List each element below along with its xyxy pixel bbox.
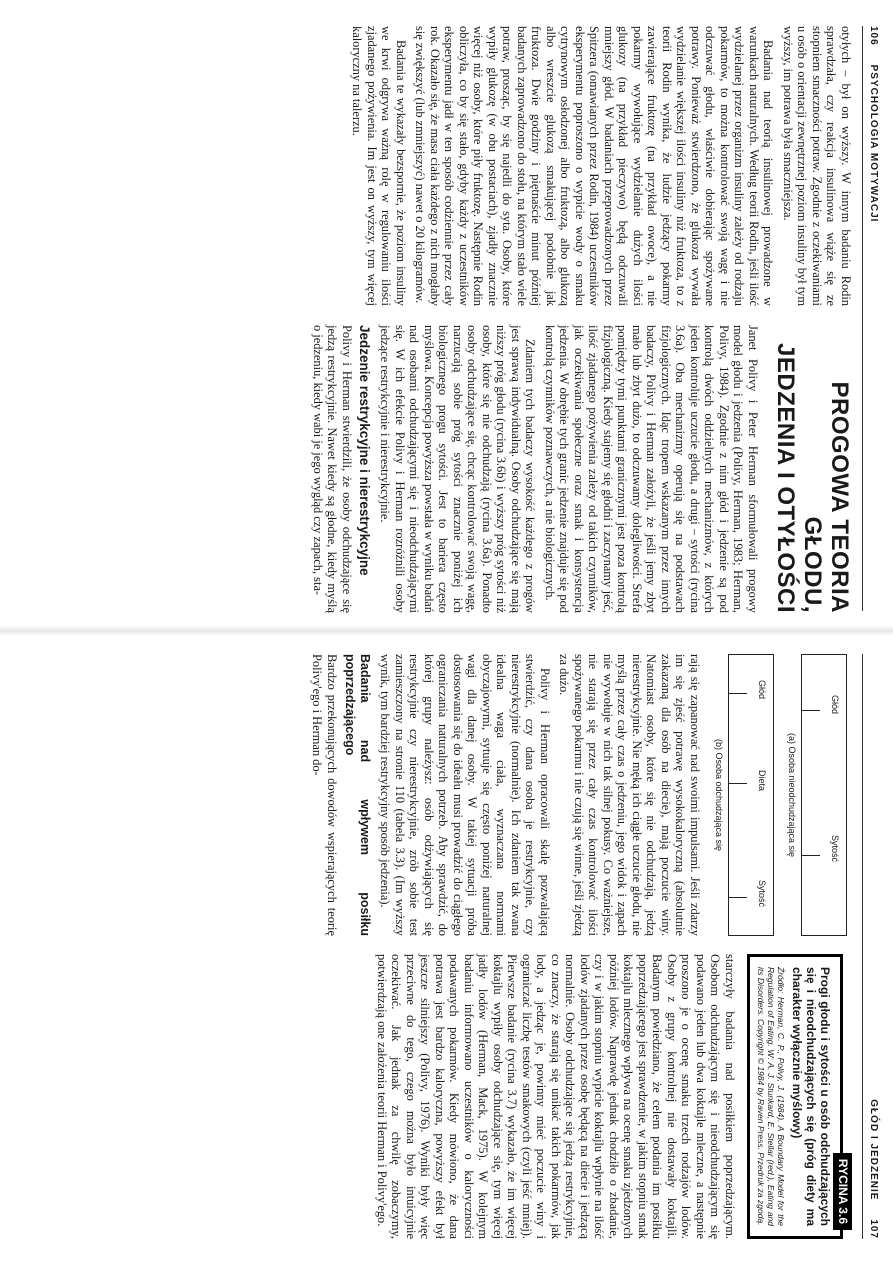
figure-number-tag: RYCINA 3.6 [834,1153,853,1230]
figure-caption-source: Źródło: Herman, C. P., Polivy, J. (1984). A Boundary Model for the Regulation of Eating. W: A. J. Stunkard, E. Stellar (red.), Eating and its Disorders. Copyright © 1984 by Raven Press. Przedruk za zgodą. [756,967,786,1226]
section-title [772,325,853,613]
left-header-rule [862,26,863,611]
right-running-title: GŁÓD I JEDZENIE [868,1099,879,1201]
paragraph: rają się zapanować nad swoimi impulsami. Jeśli zdarzy im się zjeść potrawę wysokokaloryczną (absolutnie zakazaną dla osób na diecie), mają poczucie winy. Natomiast osoby, które się nie odchudzają, jedzą nierestrykcyjnie. Nie męką ich ciągłe uczucie głodu, nie myślą przez cały czas o jedzeniu, jego widok i zapach nie wywołuje w nich tak silnej pokusy. Co ważniejsze, nie starają się przez cały czas kontrolować ilości spożywanego pokarmu i nie czują się winne, jeśli zjedzą za dużo. [557,654,702,936]
paragraph: Zdaniem tych badaczy wysokość każdego z progów jest sprawą indywidualną. Osoby odchudzające się mają niższy próg głodu (rycina 3.6b) i wyższy próg sytości niż osoby, które się nie odchudzają (rycina 3.6a). Ponadto osoby odchudzające się, chcąc kontrolować swoją wagę, narzucają sobie próg sytości znacznie poniżej ich biologicznego progu sytości. Jest to bariera często myślowa. Koncepcja powyższa powstała w wyniku badań nad osobami odchudzającymi się i nieodchudzającymi się. W ich efekcie Polivy i Herman rozróżnili osoby jedzące restrykcyjnie i nierestrykcyjnie. [378,325,538,614]
figure-a-tick [802,855,820,856]
left-column-2 [306,325,854,613]
paragraph: Polivy i Herman stwierdzili, że osoby odchudzające się jedzą restrykcyjnie. Nawet kiedy są głodne, kiedy myślą o jedzeniu, kiedy wabi je jego wygląd czy zapach, sta- [311,325,354,613]
paragraph: Janet Polivy i Peter Herman sformułowali progowy model głodu i jedzenia (Polivy, Herman, 1983; Herman, Polivy, 1984). Zgodnie z nim głód i jedzenie są pod kontrolą dwóch oddzielnych mechanizmów, z których jeden kontroluje uczucie głodu, a drugi – sytości (rycina 3.6a). Oba mechanizmy operują się na podstawach fizjologicznych. Idąc tropem wskazanym przez innych badaczy, Polivy i Herman założyli, że jeśli jemy zbyt mało lub zbyt dużo, to odczuwamy dolegliwości. Strefa pomiędzy tymi punktami granicznymi jest poza kontrolą fizjologiczną. Kiedy stajemy się głodni i zaczynamy jeść, ilość zjadanego pożywienia zależy od takich czynników, jak oczekiwania społeczne oraz smak i konsystencja jedzenia. W obrębie tych granic jedzenie znajduje się pod kontrolą czynników poznawczych, a nie biologicznych. [543,325,760,613]
left-running-title: PSYCHOLOGIA MOTYWACJI [868,64,879,223]
figure-b-tick [730,897,748,898]
left-column-1 [345,26,853,306]
figure-a-label-hunger: Głód [830,695,840,715]
right-page-number: 107 [868,1219,879,1239]
section-title-line-1: PROGOWA TEORIA GŁODU, [799,381,853,613]
right-column-2 [370,954,850,1239]
right-page [0,632,893,1263]
paragraph: otyłych – był on wyższy. W innym badaniu Rodin sprawdzała, czy reakcja insulinowa wiąże się ze stopniem smaczności potraw. Zgodnie z oczekiwaniami u osób o orientacji zewnętrznej poziom insuliny był tym wyższy, im potrawa była smaczniejsza. [781,26,853,306]
right-header-rule [862,654,863,1239]
paragraph: Badania nad teorią insulinowej prowadzone w warunkach naturalnych. Według teorii Rodin, jeśli ilość wydzielanej przez organizm insuliny zależy od rodzaju pokarmów, to można kontrolować swoją wagę i nie odczuwać głodu, właściwie dobierając spożywane potrawy. Ponieważ stwierdzono, że glukoza wywała wydzielanie większej ilości insuliny niż fruktoza, to z teorii Rodin wynika, że ludzie jedzący pokarmy zawierające fruktozę (na przykład owoce), a nie pokarmy wywołujące wydzielanie dużych ilości glukozy (na przykład pieczywo) będą odczuwali mniejszy głód. W badaniach przeprowadzonych przez Spitzera (omawianych przez Rodin, 1984) uczestników eksperymentu poproszono o wypicie wody o smaku cytrynowym osłodzonej albo fruktozą, albo glukozą albo wreszcie glukozą smakującej podobnie jak fruktoza. Dwie godziny i piętnaście minut później badanych zaprowadzono do stołu, na którym stało wiele potraw, prosząc, by się najedli do syta. Osoby, które wypiły glukozę (w obu postaciach), zjadły znacznie więcej niż osoby, które piły fruktozę. Następnie Rodin obliczyła, co by się stało, gdyby każdy z uczestników eksperymentu jadł w ten sposób codziennie przez cały rok. Okazało się, że masa ciała każdego z nich mogłaby się zwiększyć (lub zmniejszyć) nawet o 20 kilogramów. [413,26,776,306]
left-running-head [868,26,879,222]
figure-b-label-hunger: Głód [757,680,768,700]
figure-a-tick [802,710,820,711]
paragraph: Badania te wykazały bezspornie, że poziom insuliny we krwi odgrywa ważną rolę w regulowaniu ilości zjadanego pożywienia. Im jest on wyższy, tym więcej kaloryczny na talerzu. [350,26,408,306]
figure-panel-a [801,654,847,936]
right-column-1 [305,654,851,936]
figure-3-6 [712,654,847,936]
subsection-heading: Jedzenie restrykcyjne i nierestrykcyjne [357,325,372,576]
figure-b-tick [730,693,748,694]
paragraph: Polivy i Herman opracowali skalę pozwalającą stwierdzić, czy dana osoba je restrykcyjnie, czy nierestrykcyjnie (normalnie). Ich zdaniem tak zwana idealna waga ciała, wyznaczana normami obyczajowymi, sytuuje się często poniżej naturalnej wagi dla danej osoby. W takiej sytuacji próba dostosowania się do ideału musi prowadzić do ciągłego ograniczania naturalnych potrzeb. Aby sprawdzić, do której grupy należysz: osób odżywiających się restrykcyjnie czy nierestrykcyjnie, zrób sobie test zamieszczony na stronie 110 (tabela 3.3). (Im wyższy wynik, tym bardziej restrykcyjny sposób jedzenia). [378,654,552,936]
subsection-heading: Badania nad wpływem posiłku poprzedzającego [343,654,372,936]
figure-a-caption: (a) Osoba nieodchudzająca się [787,732,797,858]
figure-caption-title: Progi głodu i sytości u osób odchudzających się i nieodchudzających się (próg diety ma charakter wyłącznie myślowy) [790,967,832,1226]
figure-b-label-diet: Dieta [757,770,768,792]
paragraph: starczyły badania nad posiłkiem poprzedzającym. Osobom odchudzającym się i nieodchudzającym się podawano jeden lub dwa koktajle mleczne, a następnie proszono je o ocenę smaku trzech rodzajów lodów. Osoby z grupy kontrolnej nie dostawały koktajli. Badanym powiedziano, że celem podania im posiłku poprzedzającego jest sprawdzenie, w jakim stopniu smak koktajlu mlecznego wpływa na ocenę smaku zjedzonych później lodów. Naprawdę jednak chodziło o zbadanie, czy i w jakim stopniu wypicie koktajlu wpłynie na ilość lodów zjadanych przez osobę będącą na diecie i jedzącą normalnie. Osoby odchudzające się jedzą restrykcyjnie, co znaczy, że starają się unikać takich pokarmów, jak lody, a jedząc je, powinny mieć poczucie winy i ograniczać liczbę testów smakowych (czyli jeść mniej). Pierwsze badanie (rycina 3.7) wykazało, że im więcej koktajlu wypiły osoby odchudzające się, tym więcej jadły lodów (Herman, Mack, 1975). W kolejnym badaniu informowano uczestników o kaloryczności podawanych pokarmów. Kiedy mówiono, że dana potrawa jest bardzo kaloryczna, powyższy efekt był jeszcze silniejszy (Polivy, 1976). Wyniki były więc przeciwne do tego, czego można było intuicyjnie oczekiwać. Jak jednak za chwilę zobaczymy, potwierdzają one założenia teorii Herman i Polivy'ego. [375,954,737,1239]
figure-b-label-satiety: Sytość [757,880,768,908]
section-title-line-2: JEDZENIA I OTYŁOŚCI [772,343,799,613]
figure-caption-box [747,954,850,1239]
paragraph: Bardzo przekonujących dowodów wspierających teorię Polivy'ego i Herman do- [310,654,339,936]
figure-b-tick [730,783,748,784]
figure-b-caption: (b) Osoba odchudzająca się [714,738,725,852]
figure-panel-b [729,654,775,936]
figure-a-label-satiety: Sytość [830,835,840,863]
left-page-number: 106 [868,26,879,46]
right-running-head [868,1099,879,1239]
